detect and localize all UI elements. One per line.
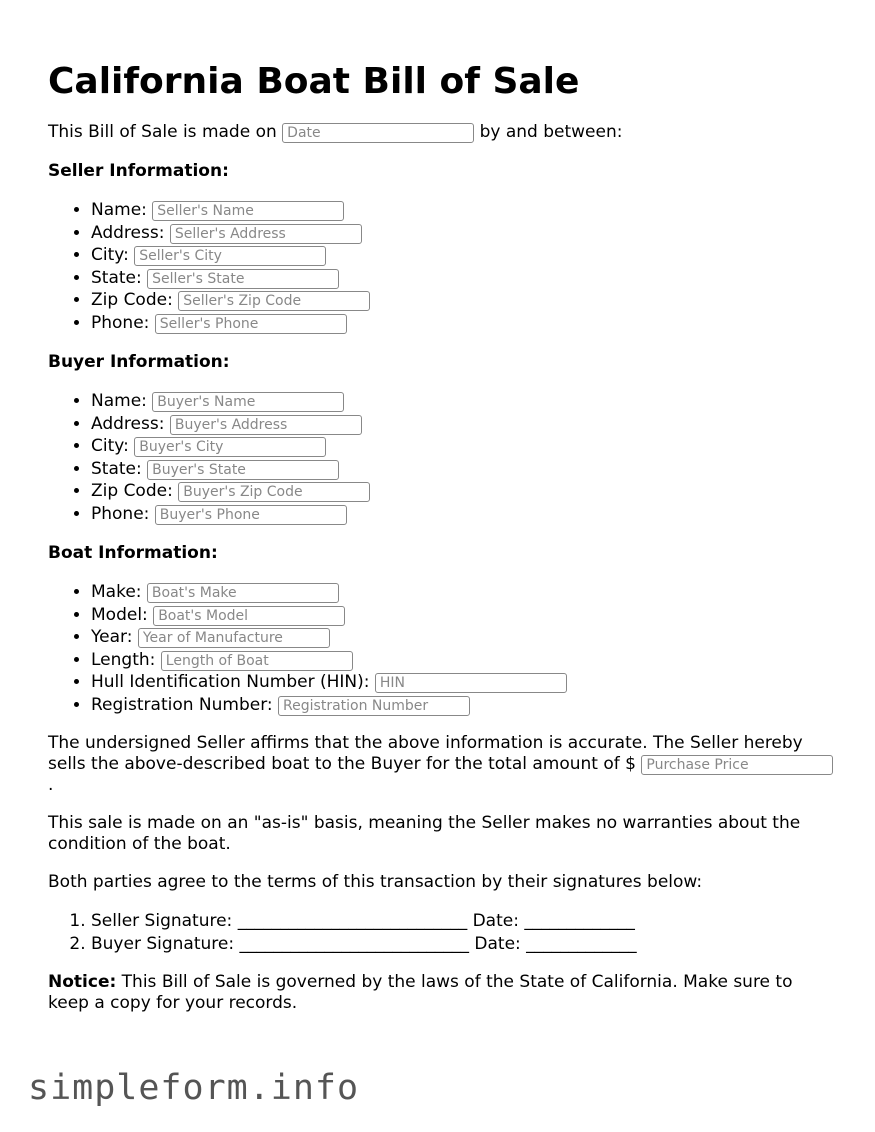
list-item: [91, 604, 838, 627]
field-label: City:: [91, 245, 129, 265]
seller-zip-input[interactable]: [178, 291, 370, 311]
buyer-phone-input[interactable]: [155, 505, 347, 525]
list-item: [91, 694, 838, 717]
seller-city-input[interactable]: [134, 246, 326, 266]
field-label: Name:: [91, 200, 147, 220]
seller-fields: [48, 199, 838, 334]
field-label: Address:: [91, 413, 165, 434]
boat-length-input[interactable]: [161, 651, 353, 671]
list-item: [91, 503, 838, 526]
seller-state-input[interactable]: [147, 269, 339, 289]
field-label: Year:: [91, 627, 133, 647]
notice-paragraph: [48, 972, 838, 1014]
list-item: [91, 289, 838, 312]
page-title: California Boat Bill of Sale: [48, 61, 580, 102]
field-label: Phone:: [91, 503, 150, 524]
list-item: [91, 390, 838, 413]
intro-line: [48, 122, 838, 143]
boat-fields: [48, 581, 838, 716]
list-item: [91, 199, 838, 222]
boat-year-input[interactable]: [138, 628, 330, 648]
buyer-state-input[interactable]: [147, 460, 339, 480]
affirm-end: .: [48, 775, 54, 795]
field-label: Model:: [91, 604, 148, 625]
boat-heading: Boat Information:: [48, 543, 218, 563]
agree-paragraph: Both parties agree to the terms of this transaction by their signatures below:: [48, 872, 703, 892]
field-label: Address:: [91, 222, 165, 243]
buyer-heading: Buyer Information:: [48, 352, 230, 372]
watermark: simpleform.info: [28, 1068, 360, 1108]
field-label: Name:: [91, 391, 147, 411]
boat-model-input[interactable]: [153, 606, 345, 626]
field-label: Zip Code:: [91, 481, 173, 501]
list-item: [91, 435, 838, 458]
field-label: Zip Code:: [91, 290, 173, 310]
purchase-price-input[interactable]: [641, 755, 833, 775]
notice-label: Notice:: [48, 972, 117, 992]
list-item: [91, 480, 838, 503]
field-label: State:: [91, 267, 142, 288]
list-item: [91, 671, 838, 694]
seller-name-input[interactable]: [152, 201, 344, 221]
boat-make-input[interactable]: [147, 583, 339, 603]
notice-text: This Bill of Sale is governed by the laws of the State of California. Make sure to keep a copy for your records.: [48, 972, 793, 1013]
list-item: [91, 458, 838, 481]
list-item: [91, 581, 838, 604]
buyer-address-input[interactable]: [170, 415, 362, 435]
list-item: [91, 244, 838, 267]
buyer-city-input[interactable]: [134, 437, 326, 457]
affirm-paragraph: [48, 733, 838, 796]
list-item: [91, 649, 838, 672]
boat-hin-input[interactable]: [375, 673, 567, 693]
list-item: [91, 312, 838, 335]
buyer-fields: [48, 390, 838, 525]
seller-heading: Seller Information:: [48, 161, 229, 181]
signature-list: [48, 910, 838, 955]
list-item: [91, 267, 838, 290]
field-label: City:: [91, 436, 129, 456]
list-item: [91, 626, 838, 649]
field-label: Make:: [91, 582, 142, 602]
field-label: Phone:: [91, 312, 150, 333]
affirm-text: The undersigned Seller affirms that the above information is accurate. The Seller hereby sells the above-described boat to the Buyer for the total amount of $: [48, 733, 803, 774]
field-label: Length:: [91, 649, 156, 670]
buyer-signature-line: 2. Buyer Signature: ___________________________ Date: _____________: [91, 933, 838, 956]
seller-phone-input[interactable]: [155, 314, 347, 334]
seller-signature-line: 1. Seller Signature: ___________________________ Date: _____________: [91, 910, 838, 933]
intro-after: by and between:: [479, 122, 623, 142]
buyer-name-input[interactable]: [152, 392, 344, 412]
field-label: Hull Identification Number (HIN):: [91, 672, 370, 692]
intro-before: This Bill of Sale is made on: [48, 122, 277, 142]
list-item: [91, 222, 838, 245]
document-page: [48, 58, 838, 1014]
date-input[interactable]: [282, 123, 474, 143]
as-is-paragraph: This sale is made on an "as-is" basis, meaning the Seller makes no warranties about the condition of the boat.: [48, 813, 801, 854]
field-label: Registration Number:: [91, 694, 273, 715]
boat-registration-input[interactable]: [278, 696, 470, 716]
seller-address-input[interactable]: [170, 224, 362, 244]
field-label: State:: [91, 458, 142, 479]
buyer-zip-input[interactable]: [178, 482, 370, 502]
list-item: [91, 413, 838, 436]
